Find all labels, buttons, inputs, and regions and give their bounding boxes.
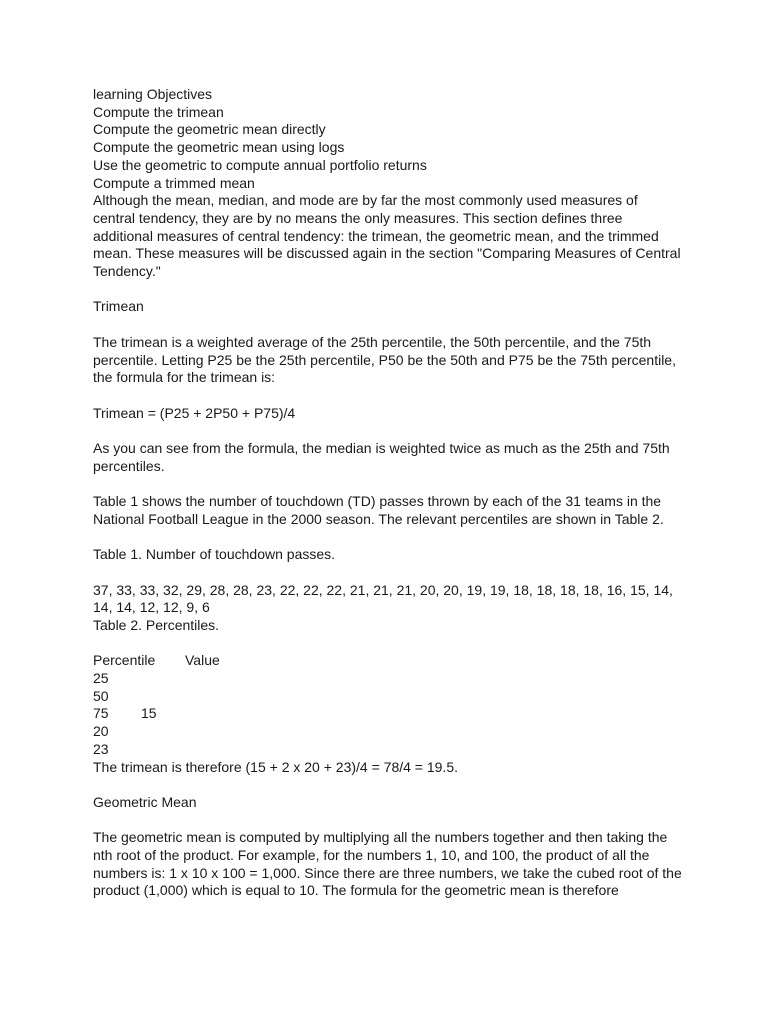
geometric-definition: The geometric mean is computed by multiplying all the numbers together and then taking the nth root of the product. For example, for the numbers 1, 10, and 100, the product of all the numbers is: 1 x 10 x 100 = 1,000. Since there are three numbers, we take the cubed root of the product (1,000) which is equal to 10. The formula for the geometric mean is therefore xyxy=(93,829,682,899)
table2-row xyxy=(93,705,683,723)
table2-row xyxy=(93,741,683,759)
spacer xyxy=(93,529,683,547)
spacer xyxy=(93,281,683,299)
spacer xyxy=(93,564,683,582)
intro-paragraph: Although the mean, median, and mode are by far the most commonly used measures of central tendency, they are by no means the only measures. This section defines three additional measures of central tendency: the trimean, the geometric mean, and the trimmed mean. These measures will be discussed again in the section "Comparing Measures of Central Tendency." xyxy=(93,192,681,280)
table2-cell: 50 xyxy=(93,687,109,704)
objectives-heading: learning Objectives xyxy=(93,86,213,102)
trimean-note: As you can see from the formula, the median is weighted twice as much as the 25th and 75th percentiles. xyxy=(93,440,670,474)
spacer xyxy=(93,776,683,794)
trimean-result: The trimean is therefore (15 + 2 x 20 + 23)/4 = 78/4 = 19.5. xyxy=(93,758,458,775)
trimean-heading: Trimean xyxy=(93,298,144,315)
table2-caption: Table 2. Percentiles. xyxy=(93,616,220,633)
table2-cell: 23 xyxy=(93,740,109,757)
table2-header-value: Value xyxy=(185,652,220,669)
objective-item: Compute the trimean xyxy=(93,103,224,120)
spacer xyxy=(93,422,683,440)
table2-header-percentile: Percentile xyxy=(93,652,156,669)
trimean-formula: Trimean = (P25 + 2P50 + P75)/4 xyxy=(93,404,296,421)
trimean-definition: The trimean is a weighted average of the 25th percentile, the 50th percentile, and the 75th percentile. Letting P25 be the 25th percentile, P50 be the 50th and P75 be the 75th percentile, the formula for the trimean is: xyxy=(93,333,676,386)
table2-cell: 20 xyxy=(93,723,109,740)
table2-row xyxy=(93,670,683,688)
objective-item: Compute a trimmed mean xyxy=(93,174,255,191)
table1-caption: Table 1. Number of touchdown passes. xyxy=(93,546,336,563)
table2-row xyxy=(93,723,683,741)
objective-item: Compute the geometric mean directly xyxy=(93,121,326,138)
spacer xyxy=(93,812,683,830)
table2-row xyxy=(93,688,683,706)
document-page xyxy=(93,86,683,900)
spacer xyxy=(93,387,683,405)
table2-header-row xyxy=(93,652,683,670)
table1-values: 37, 33, 33, 32, 29, 28, 28, 23, 22, 22, 22, 21, 21, 21, 20, 20, 19, 19, 18, 18, 18, 18, 16, 15, 14, 14, 14, 12, 12, 9, 6 xyxy=(93,581,673,616)
table2-cell: 15 xyxy=(141,705,157,722)
spacer xyxy=(93,635,683,653)
geometric-heading: Geometric Mean xyxy=(93,793,197,810)
spacer xyxy=(93,475,683,493)
objective-item: Use the geometric to compute annual portfolio returns xyxy=(93,156,427,173)
spacer xyxy=(93,316,683,334)
table-intro: Table 1 shows the number of touchdown (TD) passes thrown by each of the 31 teams in the National Football League in the 2000 season. The relevant percentiles are shown in Table 2. xyxy=(93,493,664,527)
objective-item: Compute the geometric mean using logs xyxy=(93,139,345,156)
table2-cell: 75 xyxy=(93,705,109,722)
table2-cell: 25 xyxy=(93,670,109,687)
